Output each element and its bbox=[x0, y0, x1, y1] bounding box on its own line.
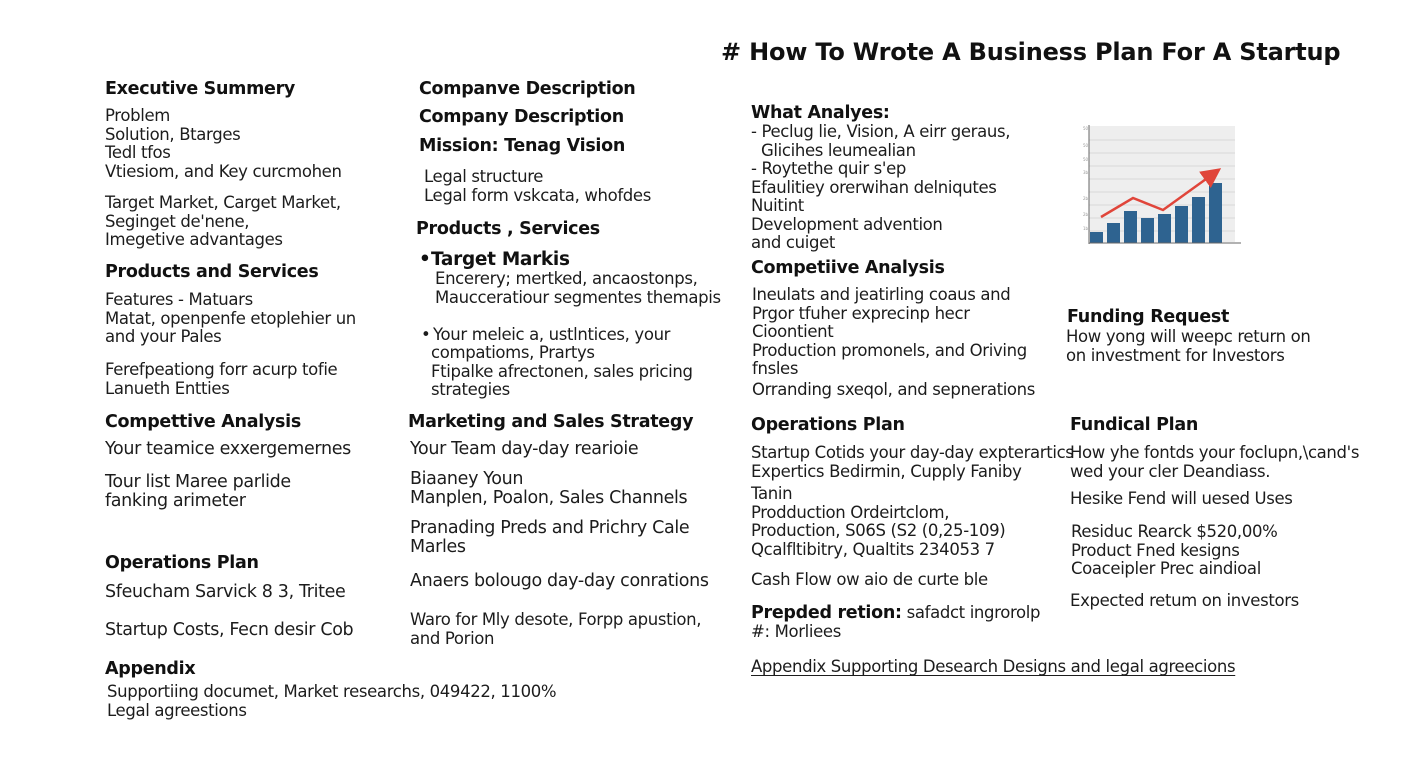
appendix-text bbox=[107, 683, 556, 720]
text-line: Supportiing documet, Market researchs, 049422, 1100% bbox=[107, 682, 557, 701]
fundical-plan-text-a bbox=[1070, 444, 1359, 481]
text-line: Vtiesiom, and Key curcmohen bbox=[105, 161, 342, 181]
text-line: Coaceipler Prec aindioal bbox=[1071, 559, 1261, 578]
text-line: Nuitint bbox=[751, 196, 804, 215]
svg-text:3b: 3b bbox=[1083, 170, 1089, 175]
text-line: Features - Matuars bbox=[105, 290, 253, 309]
text-line: Matat, openpenfe etoplehier un bbox=[105, 308, 356, 328]
text-line: Tanin bbox=[751, 484, 793, 503]
text-line: and cuiget bbox=[751, 233, 835, 252]
fundical-plan-text-b: Hesike Fend will uesed Uses bbox=[1070, 489, 1293, 508]
text-line: fanking arimeter bbox=[105, 490, 246, 511]
text-line: Tour list Maree parlide bbox=[105, 472, 291, 492]
text-line: Legal agreestions bbox=[107, 700, 247, 720]
text-line: Problem bbox=[105, 106, 171, 125]
operations-plan-text-a: Sfeucham Sarvick 8 3, Tritee bbox=[105, 582, 346, 602]
text-line: Cioontient bbox=[752, 322, 834, 341]
text-line: Marles bbox=[410, 536, 466, 557]
text-line: Tedl tfos bbox=[105, 143, 171, 162]
svg-text:50: 50 bbox=[1083, 126, 1089, 131]
operations-plan-text-b: Startup Costs, Fecn desir Cob bbox=[105, 620, 354, 640]
text-line: Residuc Rearck $520,00% bbox=[1071, 522, 1278, 541]
competitive-analysis-text-a: Your teamice exxergemernes bbox=[105, 439, 351, 459]
text-line: Product Fned kesigns bbox=[1071, 540, 1240, 560]
text-line: Ferefpeationg forr acurp tofie bbox=[105, 360, 338, 379]
marketing-text-c bbox=[410, 519, 689, 556]
your-bullet-text: • Your meleic a, ustlntices, your bbox=[435, 326, 670, 345]
what-analyses-heading: What Analyes: bbox=[751, 103, 890, 123]
legal-structure-text bbox=[424, 168, 651, 205]
text-line: Production, S06S (S2 (0,25-109) bbox=[751, 521, 1006, 540]
cash-flow-text: Cash Flow ow aio de curte ble bbox=[751, 570, 988, 589]
text-line: Prodduction Ordeirtclom, bbox=[751, 502, 950, 522]
appendix-link[interactable]: Appendix Supporting Desearch Designs and legal agreecions bbox=[751, 657, 1236, 676]
your-bullet-continued bbox=[431, 344, 693, 400]
text-line: - Roytethe quir s'ep bbox=[751, 159, 907, 178]
text-line: Legal form vskcata, whofdes bbox=[424, 185, 651, 205]
text-line: Startup Cotids your day-day expterartics bbox=[751, 443, 1074, 462]
text-line: Development advention bbox=[751, 214, 943, 234]
text-line: Imegetive advantages bbox=[105, 230, 283, 249]
text-line: Legal structure bbox=[424, 167, 544, 186]
svg-text:50: 50 bbox=[1083, 143, 1089, 148]
mission-vision-heading: Mission: Tenag Vision bbox=[419, 136, 626, 156]
text-line: Ineulats and jeatirling coaus and bbox=[752, 285, 1011, 304]
text-line: Prgor tfuher exprecinp hecr bbox=[752, 303, 970, 323]
text-line: Maucceratiour segmentes themapis bbox=[435, 287, 721, 307]
text-line: #: Morliees bbox=[751, 622, 841, 641]
text-line: Efaulitiey orerwihan delniqutes bbox=[751, 177, 997, 197]
competitive-analysis-text-b bbox=[105, 473, 291, 510]
svg-text:2b: 2b bbox=[1083, 212, 1089, 217]
operations-plan-text-2b bbox=[751, 485, 1005, 559]
svg-text:50: 50 bbox=[1083, 157, 1089, 162]
marketing-text-a: Your Team day-day rearioie bbox=[410, 439, 639, 459]
text-line: Solution, Btarges bbox=[105, 124, 241, 144]
what-analyses-text bbox=[751, 123, 1010, 253]
prepded-text: safadct ingrorolp bbox=[901, 603, 1041, 622]
text-line: compatioms, Prartys bbox=[431, 343, 595, 362]
text-line: Encerery; mertked, ancaostonps, bbox=[435, 269, 698, 288]
text-line: Biaaney Youn bbox=[410, 469, 524, 489]
text-line: and your Pales bbox=[105, 327, 222, 346]
fundical-plan-text-c bbox=[1071, 523, 1277, 579]
prepded-line bbox=[751, 603, 1040, 642]
text-line: How yhe fontds your foclupn,\cand's bbox=[1070, 443, 1360, 462]
fundical-plan-heading: Fundical Plan bbox=[1070, 415, 1198, 435]
text-line: wed your cler Deandiass. bbox=[1070, 461, 1271, 481]
text-line: Lanueth Entties bbox=[105, 378, 230, 398]
appendix-heading: Appendix bbox=[105, 659, 196, 679]
text-line: Production promonels, and Oriving bbox=[752, 340, 1027, 360]
company-description-heading-1: Companve Description bbox=[419, 79, 636, 99]
products-services-heading-2: Products , Services bbox=[416, 219, 600, 239]
text-line: Waro for Mly desote, Forpp apustion, bbox=[410, 610, 702, 629]
competitive-analysis-heading: Compettive Analysis bbox=[105, 412, 301, 432]
text-line: Pranading Preds and Prichry Cale bbox=[410, 518, 690, 538]
marketing-text-e bbox=[410, 611, 701, 648]
target-markets-text bbox=[435, 270, 721, 307]
products-services-text-a bbox=[105, 291, 356, 347]
operations-plan-text-2a bbox=[751, 444, 1074, 481]
text-line: strategies bbox=[431, 380, 510, 399]
text-line: Manplen, Poalon, Sales Channels bbox=[410, 487, 688, 508]
operations-plan-heading: Operations Plan bbox=[105, 553, 259, 573]
svg-text:1b: 1b bbox=[1083, 226, 1089, 231]
text-line: How yong will weepc return on bbox=[1066, 327, 1311, 346]
products-services-heading: Products and Services bbox=[105, 262, 319, 282]
executive-summary-heading: Executive Summery bbox=[105, 79, 296, 99]
marketing-text-b bbox=[410, 470, 687, 507]
products-services-text-b bbox=[105, 361, 337, 398]
text-line: and Porion bbox=[410, 628, 495, 648]
operations-plan-heading-2: Operations Plan bbox=[751, 415, 905, 435]
text-line: Expertics Bedirmin, Cupply Faniby bbox=[751, 461, 1022, 481]
competitive-analysis-text-2b: Orranding sxeqol, and sepnerations bbox=[752, 380, 1036, 399]
competitive-analysis-heading-2: Competiive Analysis bbox=[751, 258, 945, 278]
executive-summary-text-b bbox=[105, 194, 341, 250]
text-line: Glicihes leumealian bbox=[761, 140, 916, 160]
marketing-text-d: Anaers bolougo day-day conrations bbox=[410, 571, 709, 591]
executive-summary-text-a bbox=[105, 107, 342, 181]
competitive-analysis-text-2a bbox=[752, 286, 1027, 379]
text-line: Qcalfltibitry, Qualtits 234053 7 bbox=[751, 539, 995, 559]
funding-request-text bbox=[1066, 328, 1310, 365]
fundical-plan-text-d: Expected retum on investors bbox=[1070, 591, 1299, 610]
text-line: on investment for Investors bbox=[1066, 345, 1285, 365]
text-line: fnsles bbox=[752, 359, 799, 378]
prepded-label: Prepded retion: bbox=[751, 603, 902, 623]
svg-text:2b: 2b bbox=[1083, 196, 1089, 201]
target-markets-heading: • Target Markis bbox=[433, 250, 570, 270]
funding-request-heading: Funding Request bbox=[1067, 307, 1230, 327]
text-line: - Peclug lie, Vision, A eirr geraus, bbox=[751, 122, 1011, 141]
text-line: Seginget de'nene, bbox=[105, 211, 250, 231]
text-line: Ftipalke afrectonen, sales pricing bbox=[431, 361, 693, 381]
bar-chart-svg bbox=[1083, 124, 1243, 246]
marketing-sales-heading: Marketing and Sales Strategy bbox=[408, 412, 694, 432]
text-line: Target Market, Carget Market, bbox=[105, 193, 341, 212]
company-description-heading-2: Company Description bbox=[419, 107, 624, 127]
page-title: # How To Wrote A Business Plan For A Startup bbox=[721, 38, 1341, 66]
growth-bar-chart bbox=[1083, 124, 1243, 246]
